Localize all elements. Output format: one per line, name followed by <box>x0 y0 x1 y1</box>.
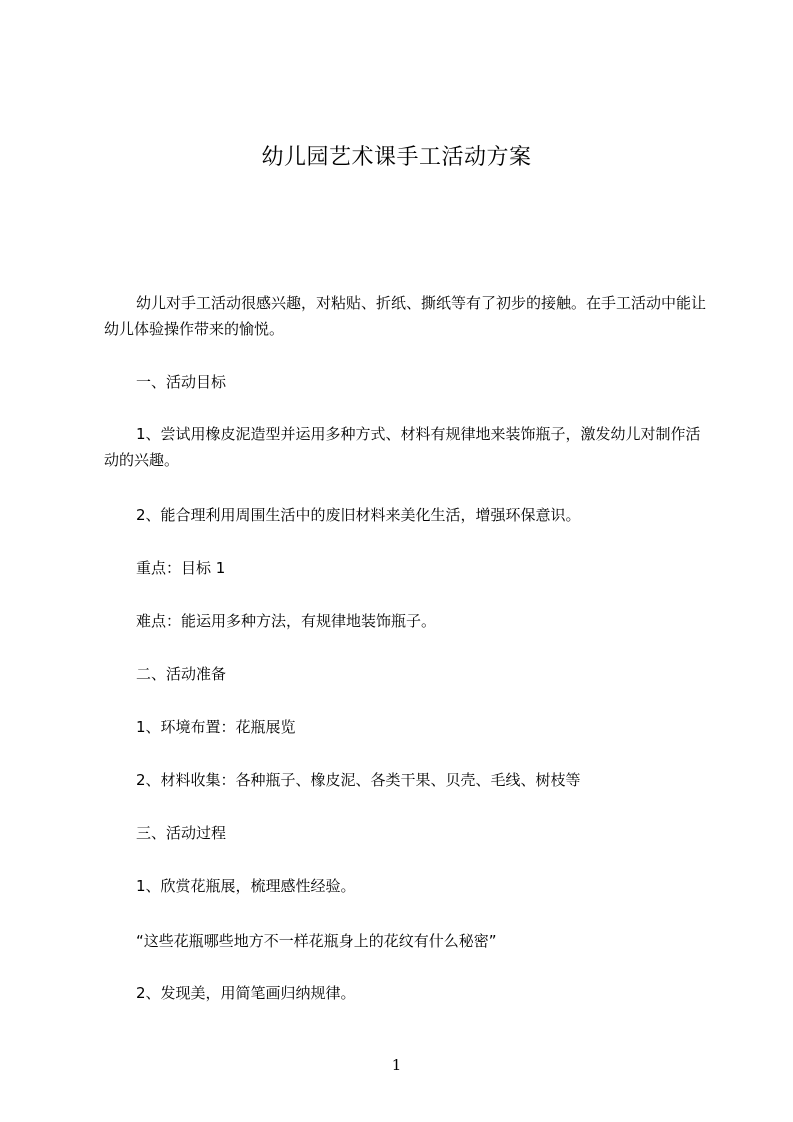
section-heading-process: 三、活动过程 <box>136 824 227 842</box>
page-number: 1 <box>391 1056 402 1074</box>
goal-item-2: 2、能合理利用周围生活中的废旧材料来美化生活，增强环保意识。 <box>136 506 581 524</box>
goal-item-1: 1、尝试用橡皮泥造型并运用多种方式、材料有规律地来装饰瓶子，激发幼儿对制作活动的兴趣。 <box>104 425 701 469</box>
quote-line: “这些花瓶哪些地方不一样花瓶身上的花纹有什么秘密” <box>136 932 497 950</box>
section-heading-goals: 一、活动目标 <box>136 373 227 391</box>
document-title: 幼儿园艺术课手工活动方案 <box>261 145 532 170</box>
prep-item-2: 2、材料收集：各种瓶子、橡皮泥、各类干果、贝壳、毛线、树枝等 <box>136 771 581 789</box>
section-heading-preparation: 二、活动准备 <box>136 665 227 683</box>
difficulty-point: 难点：能运用多种方法，有规律地装饰瓶子。 <box>136 612 437 630</box>
key-point: 重点：目标 1 <box>136 559 226 577</box>
intro-paragraph: 幼儿对手工活动很感兴趣，对粘贴、折纸、撕纸等有了初步的接触。在手工活动中能让幼儿体验操作带来的愉悦。 <box>104 294 707 338</box>
process-step-2: 2、发现美，用简笔画归纳规律。 <box>136 984 356 1002</box>
prep-item-1: 1、环境布置：花瓶展览 <box>136 718 296 736</box>
process-step-1: 1、欣赏花瓶展，梳理感性经验。 <box>136 877 356 895</box>
